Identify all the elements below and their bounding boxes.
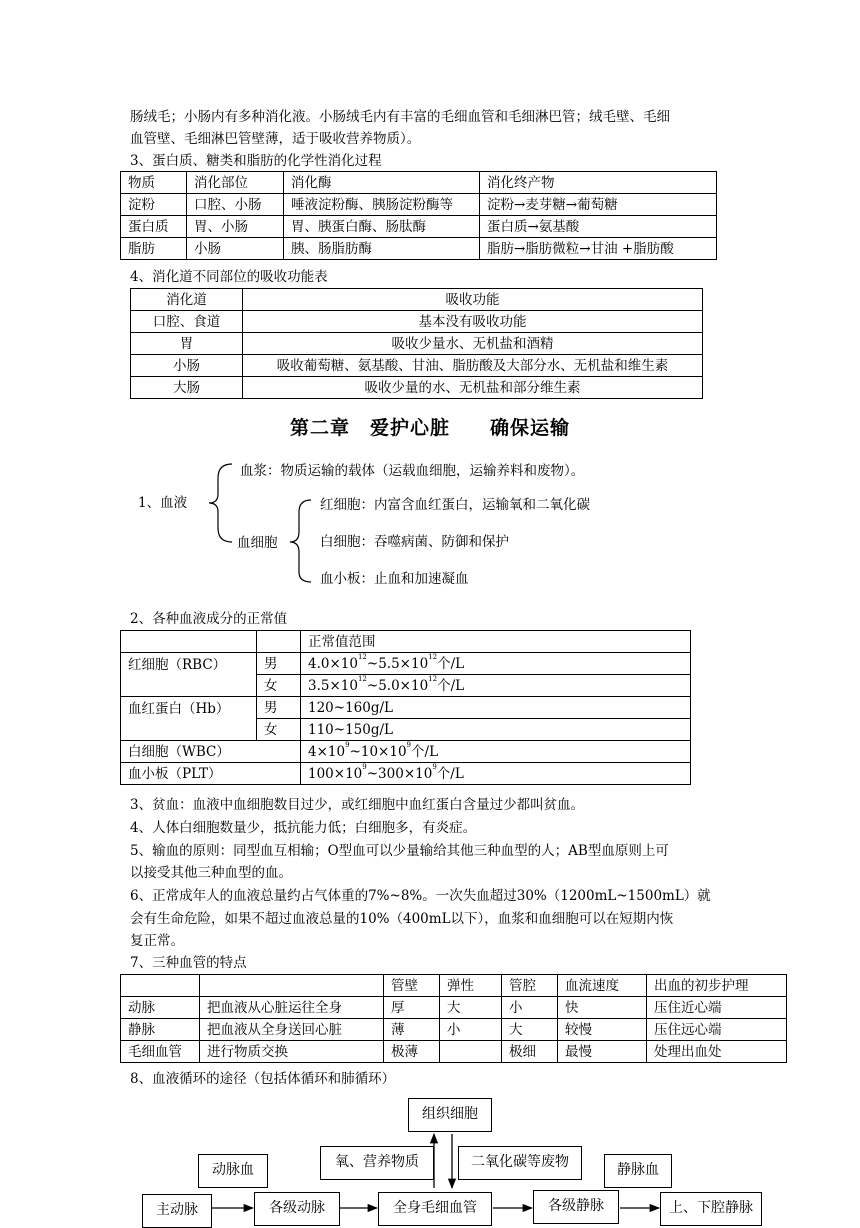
header-cell: 消化道 bbox=[131, 289, 243, 311]
table-cell: 口腔、食道 bbox=[131, 311, 243, 333]
table-cell: 基本没有吸收功能 bbox=[243, 311, 703, 333]
table-cell: 静脉 bbox=[121, 1019, 200, 1041]
table-cell: 小 bbox=[440, 1019, 502, 1041]
co2-waste-box: 二氧化碳等废物 bbox=[458, 1146, 582, 1180]
table-cell: 把血液从全身送回心脏 bbox=[200, 1019, 384, 1041]
exponent: 9 bbox=[362, 762, 367, 771]
value-text: ~300×10 bbox=[366, 765, 433, 782]
exponent: 9 bbox=[406, 740, 412, 749]
table-cell: 淀粉→麦芽糖→葡萄糖 bbox=[480, 194, 717, 216]
table-cell: 女 bbox=[257, 719, 301, 741]
aorta-box: 主动脉 bbox=[142, 1194, 212, 1228]
table-cell: 大 bbox=[502, 1019, 558, 1041]
oxygen-nutrients-box: 氧、营养物质 bbox=[320, 1146, 434, 1180]
table-cell: 白细胞（WBC） bbox=[121, 741, 301, 763]
table-cell: 吸收少量水、无机盐和酒精 bbox=[243, 333, 703, 355]
section7-title: 7、三种血管的特点 bbox=[130, 955, 247, 971]
header-cell: 吸收功能 bbox=[243, 289, 703, 311]
value-text: 4×10 bbox=[308, 743, 346, 760]
table-cell: 压住远心端 bbox=[647, 1019, 787, 1041]
table-cell: 吸收葡萄糖、氨基酸、甘油、脂肪酸及大部分水、无机盐和维生素 bbox=[243, 355, 703, 377]
note-5-line-1: 5、输血的原则：同型血互相输；O型血可以少量输给其他三种血型的人；AB型血原则上可 bbox=[130, 843, 669, 859]
table-cell: 小肠 bbox=[131, 355, 243, 377]
header-cell: 管腔 bbox=[502, 975, 558, 997]
note-4: 4、人体白细胞数量少，抵抗能力低；白细胞多，有炎症。 bbox=[130, 820, 477, 836]
table-cell: 血红蛋白（Hb） bbox=[121, 697, 257, 741]
table-cell: 唾液淀粉酶、胰肠淀粉酶等 bbox=[284, 194, 480, 216]
header-cell: 物质 bbox=[121, 172, 187, 194]
table-cell: 进行物质交换 bbox=[200, 1041, 384, 1063]
table-cell: 脂肪 bbox=[121, 238, 187, 260]
table-cell: 淀粉 bbox=[121, 194, 187, 216]
note-5-line-2: 以接受其他三种血型的血。 bbox=[130, 865, 292, 881]
table-cell: 大 bbox=[440, 997, 502, 1019]
table-cell: 胃、胰蛋白酶、肠肽酶 bbox=[284, 216, 480, 238]
table-cell: 男 bbox=[257, 653, 301, 675]
value-text: 4.0×10 bbox=[308, 655, 358, 672]
header-cell: 消化终产物 bbox=[480, 172, 717, 194]
rbc-text: 红细胞：内富含血红蛋白，运输氧和二氧化碳 bbox=[320, 497, 590, 513]
arterial-blood-box: 动脉血 bbox=[198, 1154, 268, 1188]
table-cell: 胃 bbox=[131, 333, 243, 355]
exponent: 12 bbox=[428, 674, 438, 683]
section8-title: 8、血液循环的途径（包括体循环和肺循环） bbox=[130, 1071, 396, 1087]
table-cell: 110~150g/L bbox=[301, 719, 691, 741]
chapter-title: 第二章 爱护心脏 确保运输 bbox=[289, 417, 570, 439]
table-cell: 蛋白质 bbox=[121, 216, 187, 238]
table-cell: 红细胞（RBC） bbox=[121, 653, 257, 697]
value-text: ~10×10 bbox=[349, 743, 407, 760]
header-cell: 出血的初步护理 bbox=[647, 975, 787, 997]
table-cell: 蛋白质→氨基酸 bbox=[480, 216, 717, 238]
table-cell: 最慢 bbox=[558, 1041, 647, 1063]
table-cell: 胰、肠脂肪酶 bbox=[284, 238, 480, 260]
table-cell: 女 bbox=[257, 675, 301, 697]
header-cell: 消化酶 bbox=[284, 172, 480, 194]
exponent: 12 bbox=[428, 652, 438, 661]
exponent: 12 bbox=[357, 652, 367, 661]
value-text: 3.5×10 bbox=[308, 677, 358, 694]
header-cell: 管壁 bbox=[384, 975, 440, 997]
exponent: 12 bbox=[357, 674, 367, 683]
table-cell: 小肠 bbox=[187, 238, 284, 260]
vena-cava-box: 上、下腔静脉 bbox=[660, 1192, 762, 1226]
table-cell: 极薄 bbox=[384, 1041, 440, 1063]
note-3: 3、贫血：血液中血细胞数目过少，或红细胞中血红蛋白含量过少都叫贫血。 bbox=[130, 797, 585, 813]
capillaries-box: 全身毛细血管 bbox=[378, 1192, 492, 1226]
exponent: 9 bbox=[345, 740, 350, 749]
table-cell: 处理出血处 bbox=[647, 1041, 787, 1063]
table-cell: 较慢 bbox=[558, 1019, 647, 1041]
unit-text: 个/L bbox=[437, 655, 465, 672]
table-cell: 血小板（PLT） bbox=[121, 763, 301, 785]
exponent: 9 bbox=[432, 762, 437, 771]
header-cell: 消化部位 bbox=[187, 172, 284, 194]
wbc-text: 白细胞：吞噬病菌、防御和保护 bbox=[320, 534, 509, 550]
table-cell: 男 bbox=[257, 697, 301, 719]
table-cell: 极细 bbox=[502, 1041, 558, 1063]
blood-label: 1、血液 bbox=[138, 495, 188, 511]
table-cell: 口腔、小肠 bbox=[187, 194, 284, 216]
note-6-line-2: 会有生命危险，如果不超过血液总量的10%（400mL以下），血浆和血细胞可以在短期内恢 bbox=[130, 911, 674, 927]
section4-title: 4、消化道不同部位的吸收功能表 bbox=[130, 269, 328, 285]
tissue-cells-box: 组织细胞 bbox=[408, 1098, 492, 1132]
table-cell: 把血液从心脏运往全身 bbox=[200, 997, 384, 1019]
section3-title: 3、蛋白质、糖类和脂肪的化学性消化过程 bbox=[130, 153, 382, 169]
value-text: ~5.5×10 bbox=[366, 655, 429, 672]
table-cell: 脂肪→脂肪微粒→甘油 +脂肪酸 bbox=[480, 238, 717, 260]
header-cell: 正常值范围 bbox=[301, 631, 691, 653]
table-cell: 吸收少量的水、无机盐和部分维生素 bbox=[243, 377, 703, 399]
header-cell: 弹性 bbox=[440, 975, 502, 997]
section2-title: 2、各种血液成分的正常值 bbox=[130, 611, 288, 627]
plasma-text: 血浆：物质运输的载体（运载血细胞，运输养料和废物）。 bbox=[240, 463, 585, 479]
table-cell: 薄 bbox=[384, 1019, 440, 1041]
table-cell: 压住近心端 bbox=[647, 997, 787, 1019]
table-cell: 快 bbox=[558, 997, 647, 1019]
table-cell: 毛细血管 bbox=[121, 1041, 200, 1063]
table-cell: 大肠 bbox=[131, 377, 243, 399]
header-cell: 血流速度 bbox=[558, 975, 647, 997]
table-cell: 120~160g/L bbox=[301, 697, 691, 719]
unit-text: 个/L bbox=[437, 677, 465, 694]
platelet-text: 血小板：止血和加速凝血 bbox=[320, 571, 469, 587]
unit-text: 个/L bbox=[436, 765, 464, 782]
arteries-box: 各级动脉 bbox=[254, 1192, 340, 1226]
intro-line-2: 血管壁、毛细淋巴管壁薄，适于吸收营养物质）。 bbox=[130, 131, 421, 147]
venous-blood-box: 静脉血 bbox=[604, 1154, 672, 1188]
table-cell: 动脉 bbox=[121, 997, 200, 1019]
table-cell: 小 bbox=[502, 997, 558, 1019]
intro-line-1: 肠绒毛；小肠内有多种消化液。小肠绒毛内有丰富的毛细血管和毛细淋巴管；绒毛壁、毛细 bbox=[130, 109, 670, 125]
veins-box: 各级静脉 bbox=[533, 1190, 619, 1224]
value-text: 100×10 bbox=[308, 765, 363, 782]
table-cell: 厚 bbox=[384, 997, 440, 1019]
blood-cells-label: 血细胞 bbox=[237, 535, 278, 551]
unit-text: 个/L bbox=[411, 743, 439, 760]
note-6-line-3: 复正常。 bbox=[130, 933, 184, 949]
note-6-line-1: 6、正常成年人的血液总量约占气体重的7%~8%。一次失血超过30%（1200mL~1500mL）就 bbox=[130, 888, 711, 904]
value-text: ~5.0×10 bbox=[366, 677, 429, 694]
table-cell: 胃、小肠 bbox=[187, 216, 284, 238]
